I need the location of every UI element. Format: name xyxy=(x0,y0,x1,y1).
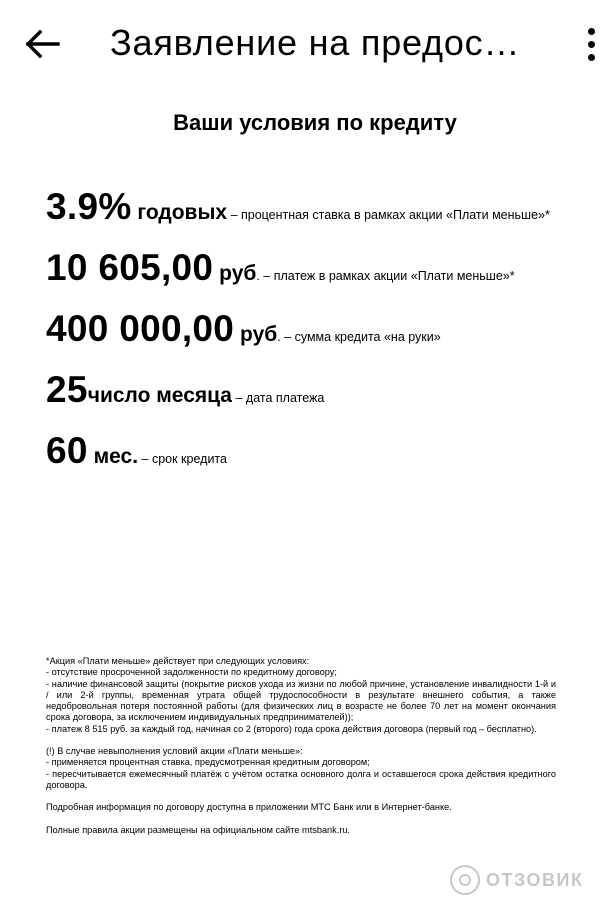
promo-title: *Акция «Плати меньше» действует при следующих условиях: xyxy=(46,656,310,666)
term-unit: руб xyxy=(234,323,278,346)
promo-item: - платеж 8 515 руб. за каждый год, начиная со 2 (второго) года срока действия договора (первый год – бесплатно). xyxy=(46,723,537,734)
page-title: Заявление на предос… xyxy=(110,22,521,63)
promo-conditions-notes xyxy=(46,656,556,847)
contract-info-note: Подробная информация по договору доступна в приложении МТС Банк или в Интернет-банке. xyxy=(46,802,452,813)
term-interest-rate xyxy=(46,184,550,238)
promo-item: - наличие финансовой защиты (покрытие рисков ухода из жизни по любой причине, установление инвалидности 1-й и / или 2-й группы, временная утрата общей трудоспособности в результате внешнего события, а также недобровольная потеря постоянной работы (для физических лиц в возрасте не более 70 лет на момент окончания срока договора, за исключением индивидуальных предпринимателей)); xyxy=(46,678,556,723)
promo-conditions xyxy=(46,656,556,735)
term-description: . – платеж в рамках акции «Плати меньше»* xyxy=(256,269,515,283)
term-value: 60 xyxy=(46,430,88,471)
otzovik-logo-icon xyxy=(450,865,480,895)
term-value: 25 xyxy=(46,369,88,410)
term-unit: число месяца xyxy=(87,384,232,407)
term-payment-date xyxy=(46,367,324,421)
arrow-left-icon xyxy=(22,24,62,64)
term-description: . – сумма кредита «на руки» xyxy=(277,330,441,344)
term-loan-duration xyxy=(46,428,227,482)
back-button[interactable] xyxy=(22,24,62,64)
promo-item: - отсутствие просроченной задолженности по кредитному договору; xyxy=(46,667,337,678)
term-value: 10 605,00 xyxy=(46,247,214,288)
term-description: – процентная ставка в рамках акции «Плати меньше»* xyxy=(227,208,550,222)
conditions-heading: Ваши условия по кредиту xyxy=(173,110,457,135)
otzovik-watermark xyxy=(450,862,600,898)
term-value: 3.9% xyxy=(46,186,132,227)
promo-rules-note: Полные правила акции размещены на официальном сайте mtsbank.ru. xyxy=(46,824,351,835)
term-description: – дата платежа xyxy=(232,391,325,405)
fail-item: - пересчитывается ежемесячный платёж с учётом остатка основного долга и оставшегося срока действия кредитного договора. xyxy=(46,768,556,790)
fail-title: (!) В случае невыполнения условий акции «Плати меньше»: xyxy=(46,746,303,757)
term-loan-amount xyxy=(46,306,441,360)
term-value: 400 000,00 xyxy=(46,308,235,349)
watermark-text: ОТЗОВИК xyxy=(486,869,584,890)
term-monthly-payment xyxy=(46,245,515,299)
more-vertical-icon xyxy=(588,28,595,35)
more-options-button[interactable] xyxy=(584,28,600,64)
term-unit: мес. xyxy=(87,445,139,468)
term-unit: руб xyxy=(213,262,257,285)
top-app-bar xyxy=(0,0,600,90)
promo-failure-conditions xyxy=(46,746,556,791)
term-description: – срок кредита xyxy=(138,452,227,466)
fail-item: - применяется процентная ставка, предусмотренная кредитным договором; xyxy=(46,757,370,768)
term-unit: годовых xyxy=(131,201,228,224)
